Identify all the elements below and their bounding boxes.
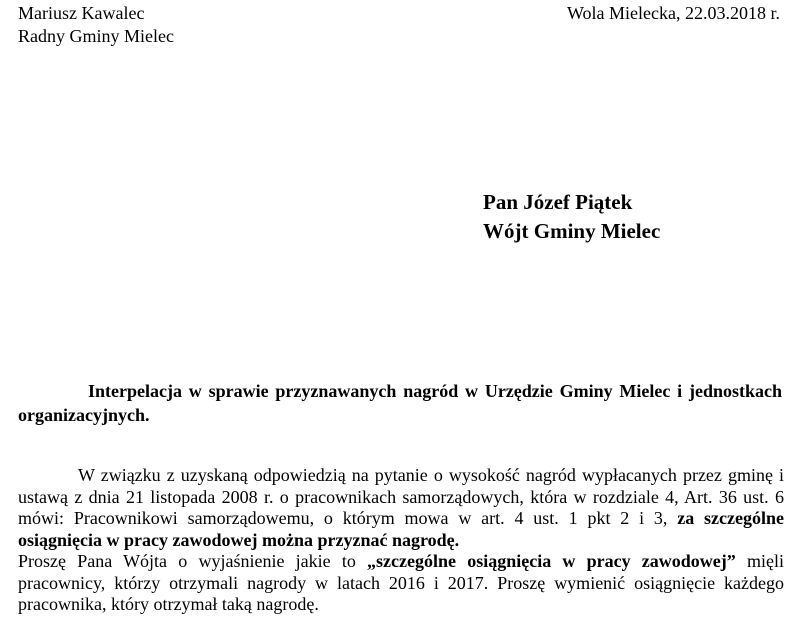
paragraph-2-after: mięli pracownicy, którzy otrzymali nagrody w latach 2016 i 2017. Proszę wymienić osiągnięcie każdego pracownika, który otrzymał taką nagrodę. [18,551,784,614]
recipient-name: Pan Józef Piątek [483,190,633,214]
paragraph-2-before: Proszę Pana Wójta o wyjaśnienie jakie to [18,551,368,571]
paragraph-1-text: W związku z uzyskaną odpowiedzią na pytanie o wysokość nagród wypłacanych przez gminę i ustawą z dnia 21 listopada 2008 r. o pracownikach samorządowych, która w rozdziale 4, Art. 36 ust. 6 mówi: Pracownikowi samorządowemu, o którym mowa w art. 4 ust. 1 pkt 2 i 3, [18,465,784,528]
body-paragraph-2 [18,551,784,616]
paragraph-2-bold: „szczególne osiągnięcia w pracy zawodowej” [367,551,736,571]
place-date: Wola Mielecka, 22.03.2018 r. [566,3,780,23]
sender-block [18,2,174,48]
recipient-block [483,188,660,246]
paragraph-1-bold: za szczególne osiągnięcia w pracy zawodowej można przyznać nagrodę. [18,508,785,550]
subject-heading: Interpelacja w sprawie przyznawanych nagród w Urzędzie Gminy Mielec i jednostkach organizacyjnych. [18,381,782,425]
recipient-title: Wójt Gminy Mielec [483,219,661,243]
body-paragraph-1 [18,465,784,551]
letter-body [18,465,784,616]
sender-title: Radny Gminy Mielec [18,26,174,46]
sender-name: Mariusz Kawalec [18,3,145,23]
